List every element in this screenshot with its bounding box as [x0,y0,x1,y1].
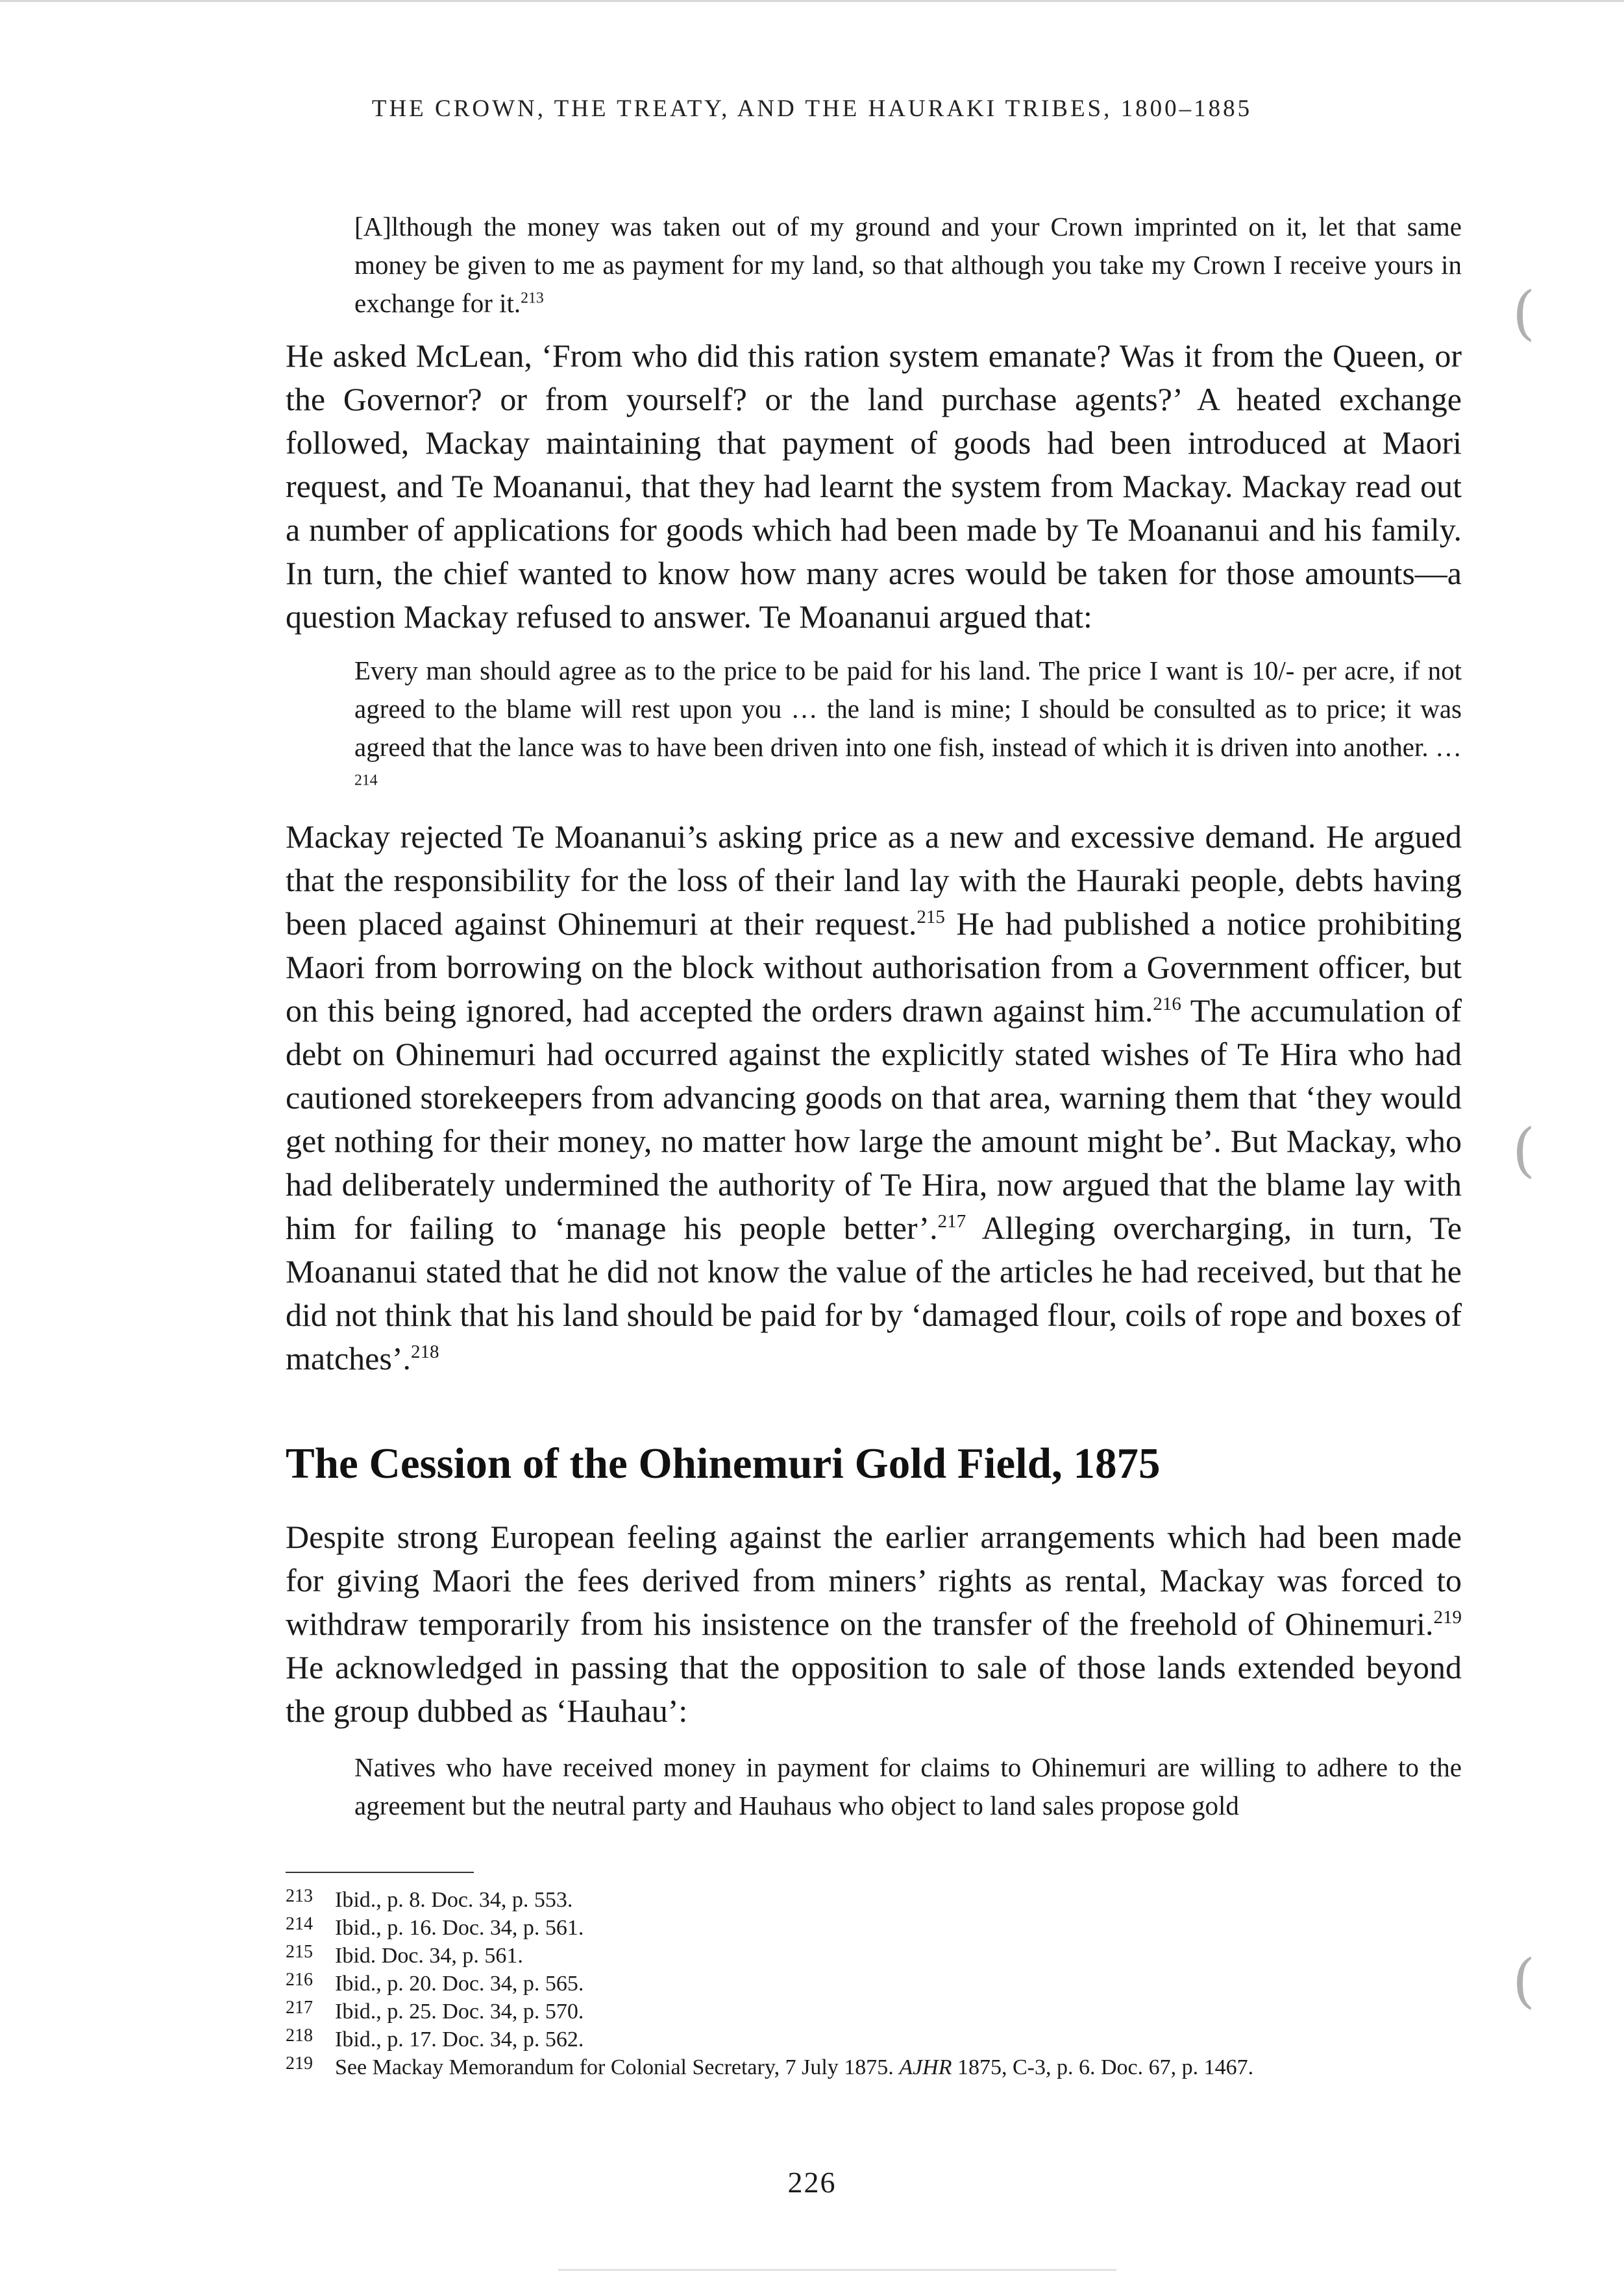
note-ref-219: 219 [1433,1607,1462,1628]
paragraph-1: He asked McLean, ‘From who did this ration system emanate? Was it from the Queen, or the Governor? or from yourself? or the land purchase agents?’ A heated exchange followed, Mackay maintaining that payment of goods had been introduced at Maori request, and Te Moananui, that they had learnt the system from Mackay. Mackay read out a number of applications for goods which had been made by Te Moananui and his family. In turn, the chief wanted to know how many acres would be taken for those amounts—a question Mackay refused to answer. Te Moananui argued that: [286,337,1462,635]
block-quote-2 [354,652,1462,805]
bottom-edge-rule [558,2269,1116,2271]
footnote-text: Ibid., p. 8. Doc. 34, p. 553. [335,1888,573,1912]
paragraph-2-part-3: The accumulation of debt on Ohinemuri had occurred against the explicitly stated wishes of Te Hira who had cautioned storekeepers from advancing goods on that area, warning them that ‘they would get nothing for their money, no matter how large the amount might be’. But Mackay, who had deliberately undermined the authority of Te Hira, now argued that the blame lay with him for failing to ‘manage his people better’. [286,992,1462,1246]
footnote-219-text-1: See Mackay Memorandum for Colonial Secretary, 7 July 1875. [335,2055,900,2079]
footnote-text: Ibid. Doc. 34, p. 561. [335,1944,523,1968]
footnote [286,2026,1462,2053]
footnote-219-text-2: 1875, C-3, p. 6. Doc. 67, p. 1467. [952,2055,1254,2079]
footnote-text: Ibid., p. 20. Doc. 34, p. 565. [335,1972,584,1996]
footnote-text [335,2053,1462,2081]
paragraph-2-part-4: Alleging overcharging, in turn, Te Moananui stated that he did not know the value of the articles he had received, but that he did not think that his land should be paid for by ‘damaged flour, coils of rope and boxes of matches’. [286,1210,1462,1377]
footnote [286,1886,1462,1914]
note-ref-214: 214 [354,772,378,789]
footnote-number: 216 [286,1970,313,1990]
footnote-number: 218 [286,2026,313,2046]
footnote-number: 217 [286,1998,313,2018]
section-heading: The Cession of the Ohinemuri Gold Field, 1875 [286,1439,1161,1488]
footnote-number: 213 [286,1886,313,1906]
paragraph-3-part-1: Despite strong European feeling against the earlier arrangements which had been made for giving Maori the fees derived from miners’ rights as rental, Mackay was forced to withdraw temporarily from his insistence on the transfer of the freehold of Ohinemuri. [286,1519,1462,1642]
block-quote-2-text: Every man should agree as to the price to be paid for his land. The price I want is 10/- per acre, if not agreed to the blame will rest upon you … the land is mine; I should be consulted as to price; it was agreed that the lance was to have been driven into one fish, instead of which it is driven into another. … [354,655,1462,762]
note-ref-218: 218 [410,1341,439,1363]
paragraph-3-part-2: He acknowledged in passing that the opposition to sale of those lands extended beyond the group dubbed as ‘Hauhau’: [286,1649,1462,1729]
page-number: 226 [787,2166,837,2199]
footnote [286,1998,1462,2026]
footnote-number: 215 [286,1942,313,1962]
paragraph-2-part-2: He had published a notice prohibiting Maori from borrowing on the block without authorisation from a Government officer, but on this being ignored, had accepted the orders drawn against him. [286,905,1462,1029]
footnote-rule [286,1872,474,1873]
note-ref-215: 215 [917,907,945,928]
paragraph-2 [286,815,1462,1380]
footnote-number: 219 [286,2053,313,2074]
scan-mark: ( [1512,279,1536,347]
page-body [286,208,1462,1825]
footnotes [286,1886,1462,2081]
top-edge-rule [0,0,1624,2]
footnote [286,1942,1462,1970]
block-quote-1 [354,208,1462,323]
running-head: THE CROWN, THE TREATY, AND THE HAURAKI TRIBES, 1800–1885 [371,95,1253,122]
scan-mark: ( [1512,1116,1536,1184]
block-quote-1-text: [A]lthough the money was taken out of my ground and your Crown imprinted on it, let that same money be given to me as payment for my land, so that although you take my Crown I receive yours in exchange for it. [354,212,1462,318]
scan-mark: ( [1512,1947,1536,2015]
paragraph-2-part-1: Mackay rejected Te Moananui’s asking price as a new and excessive demand. He argued that the responsibility for the loss of their land lay with the Hauraki people, debts having been placed against Ohinemuri at their request. [286,818,1462,942]
paragraph-3 [286,1515,1462,1733]
footnote-text: Ibid., p. 16. Doc. 34, p. 561. [335,1916,584,1940]
footnote [286,1970,1462,1998]
note-ref-216: 216 [1153,994,1181,1015]
footnote [286,2053,1462,2081]
footnote [286,1914,1462,1942]
footnote-219-journal: AJHR [899,2055,952,2079]
footnote-text: Ibid., p. 25. Doc. 34, p. 570. [335,2000,584,2024]
footnote-text: Ibid., p. 17. Doc. 34, p. 562. [335,2027,584,2051]
note-ref-217: 217 [937,1211,966,1232]
block-quote-3: Natives who have received money in payment for claims to Ohinemuri are willing to adhere to the agreement but the neutral party and Hauhaus who object to land sales propose gold [354,1752,1462,1820]
footnote-number: 214 [286,1914,313,1934]
note-ref-213: 213 [521,289,544,307]
